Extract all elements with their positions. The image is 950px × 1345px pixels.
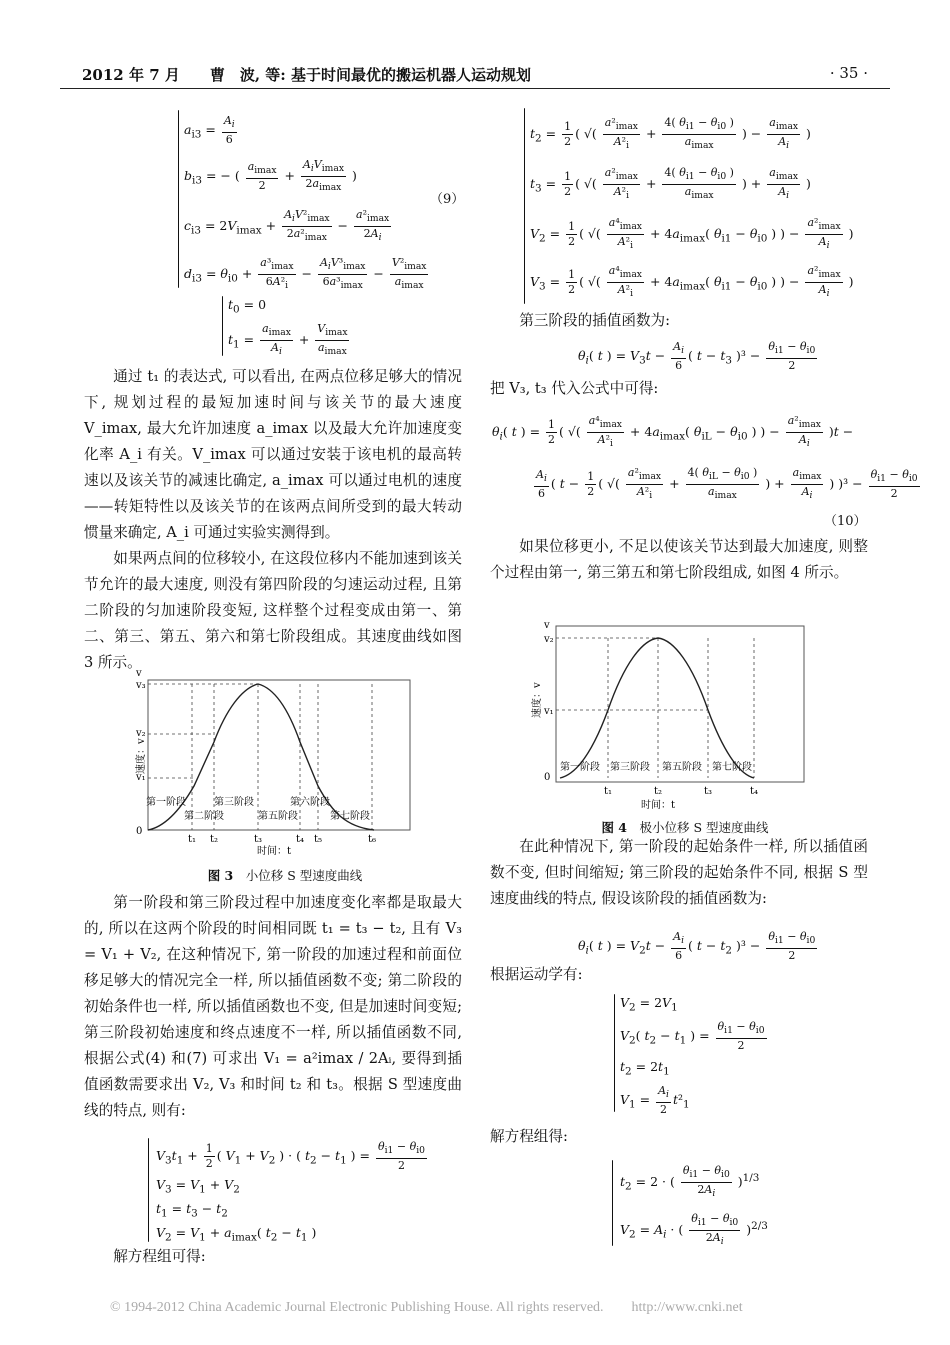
copyright-footer: © 1994-2012 China Academic Journal Electronic Publishing House. All rights reserved. http://www.cnki.net (110, 1300, 743, 1315)
kinematics-brace (614, 994, 615, 1112)
x-axis-label: 时间：t (256, 846, 292, 857)
y-tick-label: v₃ (136, 680, 146, 691)
right-paragraph-2 (490, 376, 868, 402)
right-paragraph-1 (490, 308, 868, 334)
y-tick-label: 0 (136, 826, 143, 837)
equation-theta-small: $\theta_i$( t ) = $V_2t$ − $\frac{A_i}{6}$ ( $t - t_2$ )³ − $\frac{\theta_{i1} - \theta_{i0}}{2}$ (578, 930, 816, 963)
equation-t2-t3-v2-v3: $t_2$ = $\frac{1}{2}$ ( √( $\frac{a^2_{imax}}{A^2_i}$ + $\frac{4( \theta_{i1} - \theta_{i0} )}{a_{imax}}$ ) − $\frac{a_{imax}}{A_i}$ ) $t_3$ = $\frac{1}{2}$ ( √( $\frac{a^2_{imax}}{A^2_i}$ + $\frac{4( \theta_{i1} - \theta_{i0} )}{a_{imax}}$ ) + $\frac{a_{imax}}{A_i}$ ) $V_2$ = $\frac{1}{2}$ ( √( $\frac{a^4_{imax}}{A^2_i}$ + $4a_{imax}$( $\theta_{i1} - \theta_{i0}$ ) ) − $\frac{a^2_{imax}}{A_i}$ ) $V_3$ = $\frac{1}{2}$ ( √( $\frac{a^4_{imax}}{A^2_i}$ + $4a_{imax}$( $\theta_{i1} - \theta_{i0}$ ) ) − $\frac{a^2_{imax}}{A_i}$ ) (530, 116, 854, 300)
y-tick-label: v₁ (136, 772, 146, 783)
figure-3-title: 小位移 S 型速度曲线 (245, 868, 363, 883)
x-tick-label: t₅ (313, 834, 323, 845)
page-number: · 35 · (829, 64, 868, 82)
system-brace (148, 1138, 149, 1242)
right-paragraph-6 (490, 1124, 868, 1150)
x-tick-label: t₂ (653, 786, 663, 797)
stage-label: 第二阶段 (184, 811, 224, 822)
paragraph: 第三阶段的插值函数为: (519, 312, 671, 329)
running-header (60, 62, 890, 89)
x-tick-label: t₁ (187, 834, 197, 845)
paragraph: 在此种情况下, 第一阶段的起始条件一样, 所以插值函数不变, 但时间缩短; 第三阶段的起始条件不同, 根据 S 型速度曲线的特点, 假设该阶段的插值函数为: (490, 838, 868, 907)
equation-10: $\theta_i$( t ) = $\frac{1}{2}$ ( √( $\frac{a^4_{imax}}{A^2_i}$ + $4a_{imax}$( $\theta_{iL} - \theta_{i0}$ ) ) − $\frac{a^2_{imax}}{A_i}$ )t − $\frac{A_i}{6}$ ( t − $\frac{1}{2}$ ( √( $\frac{a^2_{imax}}{A^2_i}$ + $\frac{4( \theta_{iL} - \theta_{i0} )}{a_{imax}}$ ) + $\frac{a_{imax}}{A_i}$ ) )³ − $\frac{\theta_{i1} - \theta_{i0}}{2}$ (492, 414, 918, 502)
figure-4-title: 极小位移 S 型速度曲线 (639, 820, 769, 835)
figure-3-label: 图 3 (207, 868, 234, 883)
left-paragraph-4 (84, 1244, 462, 1270)
y-axis-label: 速度：v (136, 738, 147, 774)
plot-frame (556, 626, 804, 782)
y-tick-label: v₁ (544, 706, 554, 717)
x-tick-label: t₄ (295, 834, 305, 845)
stage-label: 第七阶段 (330, 811, 370, 822)
y-axis-label: 速度：v (532, 682, 543, 718)
x-tick-label: t₄ (749, 786, 759, 797)
y-tick-label: 0 (544, 772, 551, 783)
paragraph: 如果位移更小, 不足以使该关节达到最大加速度, 则整个过程由第一, 第三第五和第七阶段组成, 如图 4 所示。 (490, 538, 868, 581)
left-paragraph-3 (84, 890, 462, 1124)
paragraph: 解方程组可得: (113, 1248, 206, 1265)
equation-9-number: （9） (430, 192, 465, 207)
stage-label: 第一阶段 (146, 797, 186, 808)
x-tick-label: t₁ (603, 786, 613, 797)
stage-label: 第五阶段 (258, 811, 298, 822)
equation-solution: $t_2 = 2$ · ( $\frac{\theta_{i1} - \theta_{i0}}{2A_i}$ )$^{1/3}$ $V_2 = A_i$ · ( $\frac{\theta_{i1} - \theta_{i0}}{2A_i}$ )$^{2/3}$ (620, 1164, 768, 1248)
stage-label: 第六阶段 (290, 797, 330, 808)
velocity-curve (560, 638, 754, 778)
stage-label: 第五阶段 (662, 762, 702, 773)
figure-4-label: 图 4 (601, 820, 628, 835)
left-paragraphs-top (84, 364, 462, 676)
x-tick-label: t₆ (367, 834, 377, 845)
stage-label: 第七阶段 (712, 762, 752, 773)
figure-4-chart (528, 618, 818, 814)
paragraph: 把 V₃, t₃ 代入公式中可得: (490, 380, 659, 397)
velocity-curve (148, 684, 374, 830)
equation-9-brace (178, 110, 179, 288)
stage-label: 第一阶段 (560, 762, 600, 773)
x-tick-label: t₃ (703, 786, 713, 797)
equation-right-brace (524, 108, 525, 304)
stage-label: 第三阶段 (610, 762, 650, 773)
right-paragraph-5 (490, 962, 868, 988)
x-axis-label: 时间：t (640, 800, 676, 811)
x-tick-label: t₂ (209, 834, 219, 845)
paragraph: 解方程组得: (490, 1128, 568, 1145)
y-tick-label: v (544, 620, 550, 631)
equation-t-brace (222, 296, 223, 356)
paragraph: 第一阶段和第三阶段过程中加速度变化率都是取最大的, 所以在这两个阶段的时间相同既 t₁ = t₃ − t₂, 且有 V₃ = V₁ + V₂, 在这种情况下, 第一阶段的加速过程和前面位移足够大的情况完全一样, 所以插值函数不变; 第二阶段的初始条件也一样, 所以插值函数也不变, 但是加速时间变短; 第三阶段初始速度和终点速度不一样, 所以插值函数不同, 根据公式(4) 和(7) 可求出 V₁ = a²imax / 2Aᵢ, 要得到插值函数需要求出 V₂, V₃ 和时间 t₂ 和 t₃。根据 S 型速度曲线的特点, 则有: (84, 894, 462, 1119)
equation-system-1: $V_3t_1$ + $\frac{1}{2}$ ( $V_1 + V_2$ ) · ( $t_2 - t_1$ ) = $\frac{\theta_{i1} - \theta_{i0}}{2}$ $V_3 = V_1 + V_2$ $t_1 = t_3 - t_2$ $V_2 = V_1 + a_{imax}$( $t_2 - t_1$ ) (156, 1140, 425, 1244)
plot-frame (148, 680, 410, 830)
stage-label: 第三阶段 (214, 797, 254, 808)
y-tick-label: v₂ (136, 728, 146, 739)
figure-3-chart (134, 662, 424, 862)
equation-t0-t1: $t_0 = 0$ $t_1$ = $\frac{a_{imax}}{A_i}$ + $\frac{V_{imax}}{a_{imax}}$ (228, 297, 348, 358)
paragraph: 根据运动学有: (490, 966, 583, 983)
equation-kinematics: $V_2 = 2V_1$ $V_2$( $t_2 - t_1$ ) = $\frac{\theta_{i1} - \theta_{i0}}{2}$ $t_2 = 2t_1$ $V_1$ = $\frac{A_i}{2}$ $t^2_1$ (620, 995, 765, 1117)
y-tick-label: v₂ (544, 634, 554, 645)
right-paragraph-4 (490, 834, 868, 912)
paragraph: 如果两点间的位移较小, 在这段位移内不能加速到该关节允许的最大速度, 则没有第四阶段的匀速运动过程, 且第二阶段的匀加速阶段变短, 这样整个过程变成由第一、第二、第三、第五、第六和第七阶段组成。其速度曲线如图 3 所示。 (84, 550, 462, 671)
x-tick-label: t₃ (253, 834, 263, 845)
equation-theta-stage3: $\theta_i$( t ) = $V_3t$ − $\frac{A_i}{6}$ ( $t - t_3$ )³ − $\frac{\theta_{i1} - \theta_{i0}}{2}$ (578, 340, 816, 373)
right-paragraph-3 (490, 534, 868, 586)
header-journal-title: 2012 年 7 月 曹 波, 等: 基于时间最优的搬运机器人运动规划 (82, 66, 532, 84)
figure-3-caption (160, 866, 410, 884)
equation-9: $a_{i3}$ = $\frac{A_i}{6}$ $b_{i3}$ = − ( $\frac{a_{imax}}{2}$ + $\frac{A_iV_{imax}}{2a_{imax}}$ ) $c_{i3} = 2V_{imax}$ + $\frac{A_iV^2_{imax}}{2a^2_{imax}}$ − $\frac{a^2_{imax}}{2A_i}$ $d_{i3} = \theta_{i0}$ + $\frac{a^3_{imax}}{6A^2_i}$ − $\frac{A_iV^3_{imax}}{6a^3_{imax}}$ − $\frac{V^2_{imax}}{a_{imax}}$ (184, 114, 427, 292)
solution-brace (612, 1160, 613, 1246)
y-tick-label: v (136, 668, 142, 679)
paragraph: 通过 t₁ 的表达式, 可以看出, 在两点位移足够大的情况下, 规划过程的最短加速时间与该关节的最大速度 V_imax, 最大允许加速度 a_imax 以及最大允许加速度变化率 A_i 有关。V_imax 可以通过安装于该电机的最高转速以及该关节的减速比确定, a_imax 可以通过电机的速度——转矩特性以及该关节的在该两点间所受到的最大转动惯量来确定, A_i 可通过实验实测得到。 (84, 368, 462, 541)
equation-10-number: （10） (824, 514, 867, 529)
